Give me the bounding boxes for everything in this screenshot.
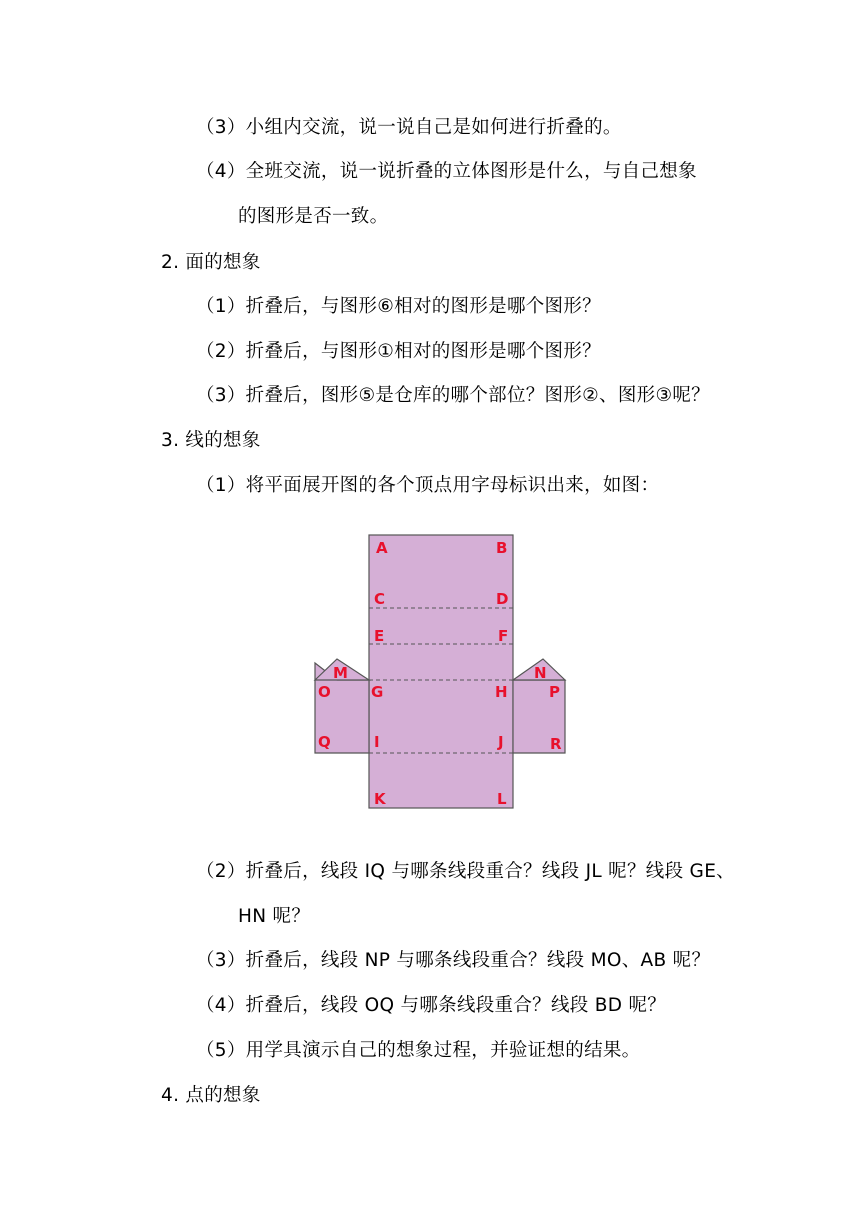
text-line-3-2-cont: 的图形是否一致。 — [238, 206, 389, 227]
vertex-label-a: A — [376, 539, 388, 557]
vertex-label-g: G — [371, 683, 384, 701]
text-line-3-2b-cont: HN 呢？ — [238, 906, 311, 927]
section-heading-4: 4. 点的想象 — [161, 1085, 261, 1106]
vertex-label-m: M — [333, 664, 348, 682]
text-line-2-3: （3）折叠后，图形⑤是仓库的哪个部位？图形②、图形③呢？ — [196, 385, 710, 406]
net-diagram — [300, 520, 590, 820]
vertex-label-e: E — [374, 627, 385, 645]
text-line-3-3: （3）折叠后，线段 NP 与哪条线段重合？线段 MO、AB 呢？ — [196, 950, 711, 971]
net-center-strip — [369, 535, 513, 808]
vertex-label-f: F — [498, 627, 509, 645]
vertex-label-l: L — [497, 790, 507, 808]
vertex-label-q: Q — [318, 733, 331, 751]
section-heading-3: 3. 线的想象 — [161, 430, 261, 451]
text-line-3-1: （3）小组内交流，说一说自己是如何进行折叠的。 — [196, 117, 622, 138]
vertex-label-p: P — [549, 683, 560, 701]
vertex-label-j: J — [498, 733, 504, 751]
section-heading-2: 2. 面的想象 — [161, 252, 261, 273]
text-line-2-2: （2）折叠后，与图形①相对的图形是哪个图形？ — [196, 341, 601, 362]
vertex-label-i: I — [374, 733, 380, 751]
vertex-label-r: R — [550, 735, 562, 753]
text-line-3-5: （5）用学具演示自己的想象过程，并验证想的结果。 — [196, 1040, 641, 1061]
vertex-label-c: C — [374, 590, 386, 608]
text-line-3-2: （4）全班交流，说一说折叠的立体图形是什么，与自己想象 — [196, 161, 697, 182]
vertex-label-k: K — [374, 790, 386, 808]
vertex-label-h: H — [495, 683, 508, 701]
vertex-label-b: B — [496, 539, 508, 557]
vertex-label-n: N — [534, 664, 547, 682]
text-line-3-1b: （1）将平面展开图的各个顶点用字母标识出来，如图： — [196, 475, 660, 496]
text-line-3-4: （4）折叠后，线段 OQ 与哪条线段重合？线段 BD 呢？ — [196, 995, 667, 1016]
vertex-label-o: O — [318, 683, 331, 701]
vertex-label-d: D — [496, 590, 509, 608]
text-line-2-1: （1）折叠后，与图形⑥相对的图形是哪个图形？ — [196, 296, 601, 317]
text-line-3-2b: （2）折叠后，线段 IQ 与哪条线段重合？线段 JL 呢？线段 GE、 — [196, 861, 735, 882]
